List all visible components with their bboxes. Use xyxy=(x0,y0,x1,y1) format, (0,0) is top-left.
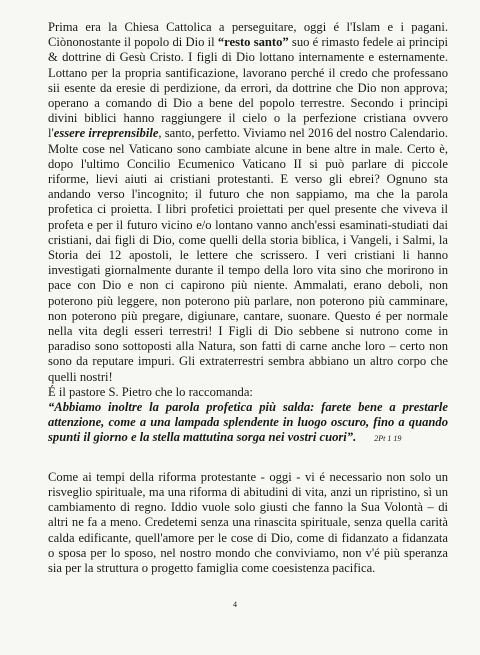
para1-text-3: , santo, perfetto. Viviamo nel 2016 del nostro Calendario. Molte cose nel Vaticano sono cambiate alcune in bene altre in male. Certo è, dopo l'ultimo Concilio Ecumenico Vaticano II si può parlare di piccole riforme, lievi aiuti ai cristiani protestanti. E verso gli ebrei? Ognuno sta andando verso l'incognito; il futuro che non sappiamo, ma che la parola profetica ci proietta. I libri profetici proiettati per quel presente che viveva il profeta e per il futuro vicino e/o lontano vanno anch'essi esaminati-studiati dai cristiani, dai figli di Dio, come quelli della storia biblica, i Vangeli, i Salmi, la Storia dei 12 apostoli, le lettere che scrissero. I veri cristiani li hanno investigati giornalmente durante il tempo della loro vita sino che morirono in pace con Dio e non ci capirono più niente. Ammalati, erano deboli, non poterono più leggere, non poterono più parlare, non poterono più camminare, non poterono più pregare, digiunare, cantare, suonare. Questo é per normale nella vita degli esseri terrestri! I Figli di Dio sebbene si nutrono come in paradiso sono sottoposti alla Natura, son fatti di carne anche loro – certo non sono da reputare impuri. Gli extraterrestri sembra abbiano un altro corpo che quelli nostri! xyxy=(48,126,448,384)
peter-intro: É il pastore S. Pietro che lo raccomanda: xyxy=(48,384,253,399)
document-page xyxy=(48,20,448,576)
quote-text: “Abbiamo inoltre la parola profetica più salda: farete bene a prestarle attenzione, come a una lampada splendente in luogo oscuro, fino a quando spunti il giorno e la stella mattutina sorga nei vostri cuori”. xyxy=(48,400,448,445)
resto-santo-bold: “resto santo” xyxy=(217,35,289,50)
scripture-quote xyxy=(48,400,448,447)
scripture-reference: 2Pt 1 19 xyxy=(374,434,402,444)
page-number: 4 xyxy=(233,600,237,609)
paragraph-2: Come ai tempi della riforma protestante - oggi - vi é necessario non solo un risveglio spirituale, ma una riforma di abitudini di vita, anzi un ripristino, sì un cambiamento di regno. Iddio vuole solo giusti che fanno la Sua Volontà – di altri ne fa a meno. Credetemi senza una rinascita spirituale, senza quella carità calda edificante, quell'amore per le cose di Dio, come di fidanzato a fidanzata o sposa per lo sposo, nel nostro mondo che conviviamo, non v'é più speranza sia per la struttura o progetto famiglia come coesistenza pacifica. xyxy=(48,469,448,575)
irreprensibile-emphasis: essere irreprensibile xyxy=(53,126,159,141)
paragraph-1 xyxy=(48,20,448,385)
para1-text-1: Prima era la Chiesa Cattolica a perseguitare, oggi é l'Islam e i pagani. Ciònonostante il popolo di Dio il xyxy=(48,20,448,50)
para1-text-2: suo é rimasto fedele ai principi & dottrine di Gesù Cristo. I figli di Dio lottano internamente e esternamente. Lottano per la propria santificazione, lavorano perché il credo che professano sii esente da eresie di perdizione, da errori, da dottrine che Dio non approva; operano a comando di Dio a bene del popolo terrestre. Secondo i principi divini biblici hanno raggiungere il cielo o la perfezione cristiana ovvero l' xyxy=(48,35,448,141)
